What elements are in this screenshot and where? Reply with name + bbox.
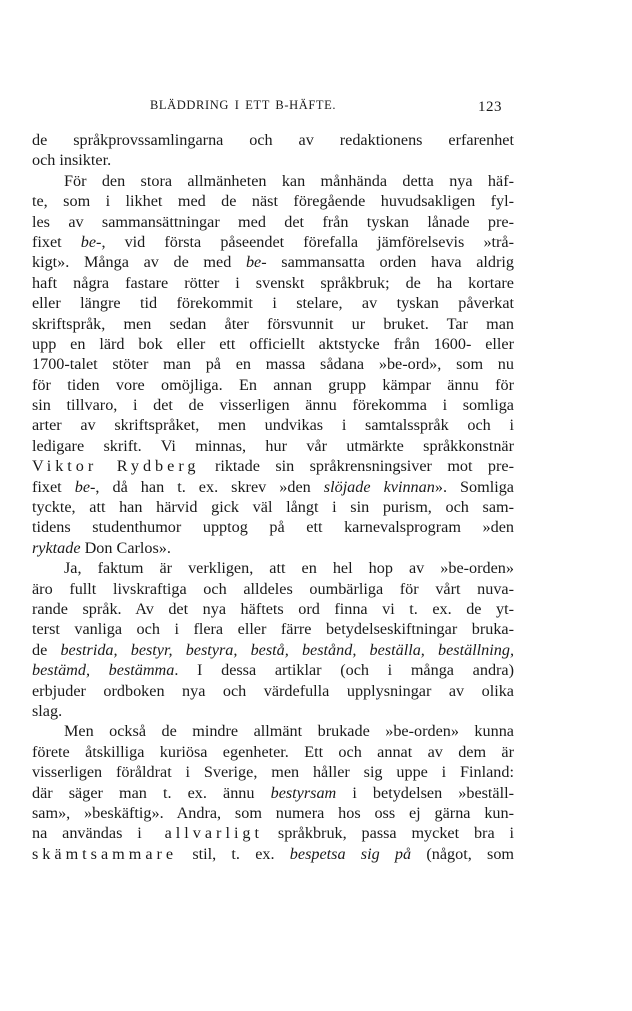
paragraph-start-line: Men också de mindre allmänt brukade »be-orden» kunna: [64, 722, 514, 741]
italic-term: slöjade kvinnan: [323, 477, 435, 496]
text-line: upp en lärd bok eller ett officiellt aktstycke från 1600- eller: [32, 334, 514, 353]
page-number: 123: [478, 99, 502, 115]
text-line: ryktade Don Carlos».: [32, 538, 171, 557]
text-line: ledigare skrift. Vi minnas, hur vår utmärkte språkkonstnär: [32, 436, 514, 455]
text-line: rande språk. Av det nya häftets ord finna vi t. ex. de yt-: [32, 599, 514, 618]
text-line: tidens studenthumor upptog på ett karnevalsprogram »den: [32, 518, 514, 537]
italic-term: be-: [74, 477, 96, 496]
italic-term: bespetsa sig på: [289, 844, 412, 863]
italic-term: ryktade: [32, 538, 81, 557]
text-line: Viktor Rydberg riktade sin språkrensningsiver mot pre-: [32, 457, 514, 476]
text-line: sin tillvaro, i det de visserligen ännu förekomma i somliga: [32, 396, 514, 415]
paragraph-start-line: För den stora allmänheten kan månhända detta nya häf-: [64, 171, 514, 190]
text-line: les av sammansättningar med det från tyskan lånade pre-: [32, 212, 514, 231]
text-line: sam», »beskäftig». Andra, som numera hos oss ej gärna kun-: [32, 803, 514, 822]
text-line: te, som i likhet med de näst föregående huvudsakligen fyl-: [32, 192, 514, 211]
text-line: slag.: [32, 701, 63, 720]
body-text: [32, 130, 514, 864]
text-line: och insikter.: [32, 151, 112, 170]
running-title: BLÄDDRING I ETT B-HÄFTE.: [150, 98, 337, 112]
paragraph-start-line: Ja, faktum är verkligen, att en hel hop av »be-orden»: [64, 559, 514, 578]
italic-term: bestämd, bestämma: [32, 661, 175, 680]
text-line: 1700-talet stöter man på en massa sådana »be-ord», som nu: [32, 355, 514, 374]
text-line: erbjuder ordboken nya och värdefulla upplysningar av olika: [32, 681, 514, 700]
text-line: där säger man t. ex. ännu bestyrsam i betydelsen »beställ-: [32, 783, 514, 802]
italic-term: bestyrsam: [270, 783, 337, 802]
text-line: visserligen föråldrat i Sverige, men håller sig uppe i Finland:: [32, 763, 514, 782]
text-line: kigt». Många av de med be- sammansatta orden hava aldrig: [32, 253, 514, 272]
text-line: arter av skriftspråket, men undvikas i samtalsspråk och i: [32, 416, 514, 435]
text-line: förete åtskilliga kuriösa egenheter. Ett och annat av dem är: [32, 742, 514, 761]
text-line: fixet be-, vid första påseendet förefalla jämförelsevis »trå-: [32, 232, 514, 251]
text-line: tyckte, att han härvid gick väl långt i sin purism, och sam-: [32, 498, 514, 517]
text-line: haft några fastare rötter i svenskt språkbruk; de ha kortare: [32, 273, 514, 292]
italic-term: bestrida, bestyr, bestyra, bestå, bestånd, beställa, beställning,: [60, 640, 514, 659]
text-line: för tiden vore omöjliga. En annan grupp kämpar ännu för: [32, 375, 514, 394]
text-line: na användas i allvarligt språkbruk, passa mycket bra i: [32, 824, 514, 843]
text-line: bestämd, bestämma. I dessa artiklar (och i många andra): [32, 661, 514, 680]
text-line: skriftspråk, men sedan åter försvunnit ur bruket. Tar man: [32, 314, 514, 333]
spaced-name: Viktor Rydberg: [32, 457, 200, 476]
text-line: fixet be-, då han t. ex. skrev »den slöjade kvinnan». Somliga: [32, 477, 514, 496]
italic-term: be-: [80, 232, 102, 251]
spaced-word: skämtsammare: [32, 844, 178, 863]
text-line: äro fullt livskraftiga och alldeles oumbärliga för vårt nuva-: [32, 579, 514, 598]
text-line: de språkprovssamlingarna och av redaktionens erfarenhet: [32, 131, 514, 149]
text-line: eller längre tid förekommit i stelare, av tyskan påverkat: [32, 294, 514, 313]
text-line: terst vanliga och i flera eller färre betydelseskiftningar bruka-: [32, 620, 514, 639]
text-line: skämtsammare stil, t. ex. bespetsa sig på (något, som: [32, 844, 514, 863]
spaced-word: i allvarligt: [137, 824, 264, 843]
italic-term: be-: [245, 253, 267, 272]
text-line: de bestrida, bestyr, bestyra, bestå, bestånd, beställa, beställning,: [32, 640, 514, 659]
